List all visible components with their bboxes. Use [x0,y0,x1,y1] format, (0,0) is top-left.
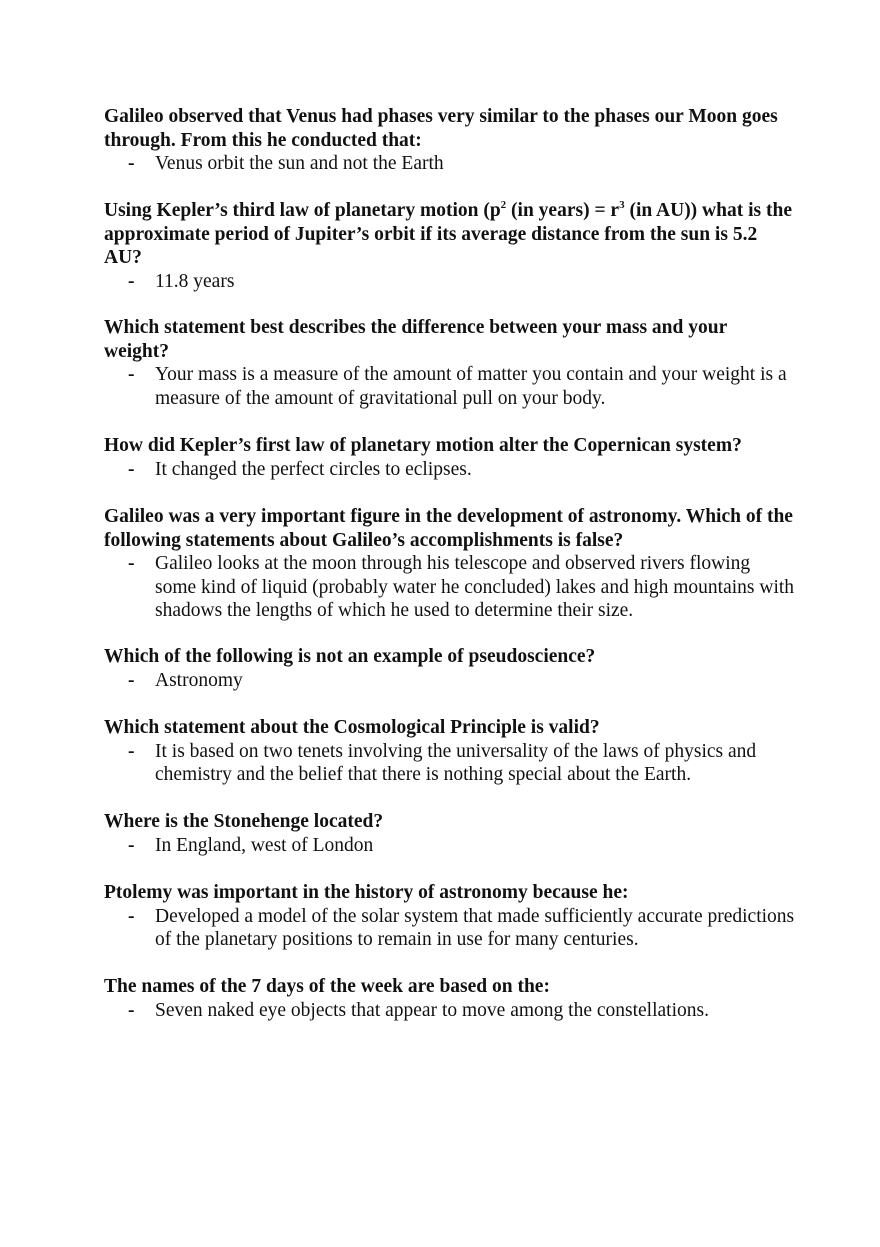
answer-1-text: Venus orbit the sun and not the Earth [155,153,444,174]
bullet-dash: - [128,905,135,927]
answer-6-text: Astronomy [155,669,243,691]
answer-2-text: 11.8 years [155,270,235,292]
question-4: How did Kepler’s first law of planetary motion alter the Copernican system? [104,435,742,456]
question-2-superscript-2: 3 [619,198,625,211]
bullet-dash: - [128,669,135,691]
answer-3-text: Your mass is a measure of the amount of matter you contain and your weight is a measure of the amount of gravitational pull on your body. [155,364,787,409]
bullet-dash: - [128,153,135,174]
question-2-part-2: (in years) = r [506,200,620,221]
qa-item-10 [104,975,794,1022]
bullet-dash: - [128,458,135,480]
question-1: Galileo observed that Venus had phases very similar to the phases our Moon goes through. From this he conducted that: [104,106,778,151]
answer-6 [104,669,795,693]
question-2-superscript-1: 2 [500,198,507,211]
answer-1 [104,152,795,176]
answer-5 [104,552,795,623]
qa-item-4 [104,434,794,481]
question-2-part-1: Using Kepler’s third law of planetary motion (p [104,200,501,221]
question-2-part-3: (in AU)) what is the approximate period of Jupiter’s orbit if its average distance from the sun is 5.2 AU? [104,200,792,268]
answer-4-text: It changed the perfect circles to eclipses. [155,458,472,480]
qa-item-2 [104,199,794,293]
answer-8 [104,834,795,858]
qa-item-5 [104,505,794,623]
question-2 [104,199,794,270]
bullet-dash: - [128,364,135,385]
question-10: The names of the 7 days of the week are based on the: [104,976,550,997]
question-8: Where is the Stonehenge located? [104,811,384,832]
answer-5-text: Galileo looks at the moon through his telescope and observed rivers flowing some kind of liquid (probably water he concluded) lakes and high mountains with shadows the lengths of which he used to determine their size. [155,553,795,621]
question-9: Ptolemy was important in the history of astronomy because he: [104,882,629,903]
qa-item-6 [104,645,794,692]
question-6: Which of the following is not an example of pseudoscience? [104,646,596,667]
qa-item-8 [104,810,794,857]
qa-item-1 [104,105,794,176]
bullet-dash: - [128,834,135,856]
question-3: Which statement best describes the difference between your mass and your weight? [104,317,727,362]
qa-item-9 [104,881,794,952]
bullet-dash: - [128,270,135,292]
bullet-dash: - [128,740,135,762]
qa-item-3 [104,316,794,410]
answer-10-text: Seven naked eye objects that appear to move among the constellations. [155,999,709,1021]
answer-10 [104,999,795,1023]
answer-3 [104,363,795,410]
qa-item-7 [104,716,794,787]
question-5: Galileo was a very important figure in the development of astronomy. Which of the following statements about Galileo’s accomplishments is false? [104,506,793,551]
question-7: Which statement about the Cosmological Principle is valid? [104,717,600,738]
answer-7-text: It is based on two tenets involving the universality of the laws of physics and chemistry and the belief that there is nothing special about the Earth. [155,740,757,785]
bullet-dash: - [128,553,135,574]
answer-4 [104,458,795,482]
answer-7 [104,740,795,787]
bullet-dash: - [128,999,135,1021]
answer-9 [104,905,795,952]
answer-2 [104,270,795,294]
answer-8-text: In England, west of London [155,834,374,856]
answer-9-text: Developed a model of the solar system that made sufficiently accurate predictions of the planetary positions to remain in use for many centuries. [155,905,795,950]
